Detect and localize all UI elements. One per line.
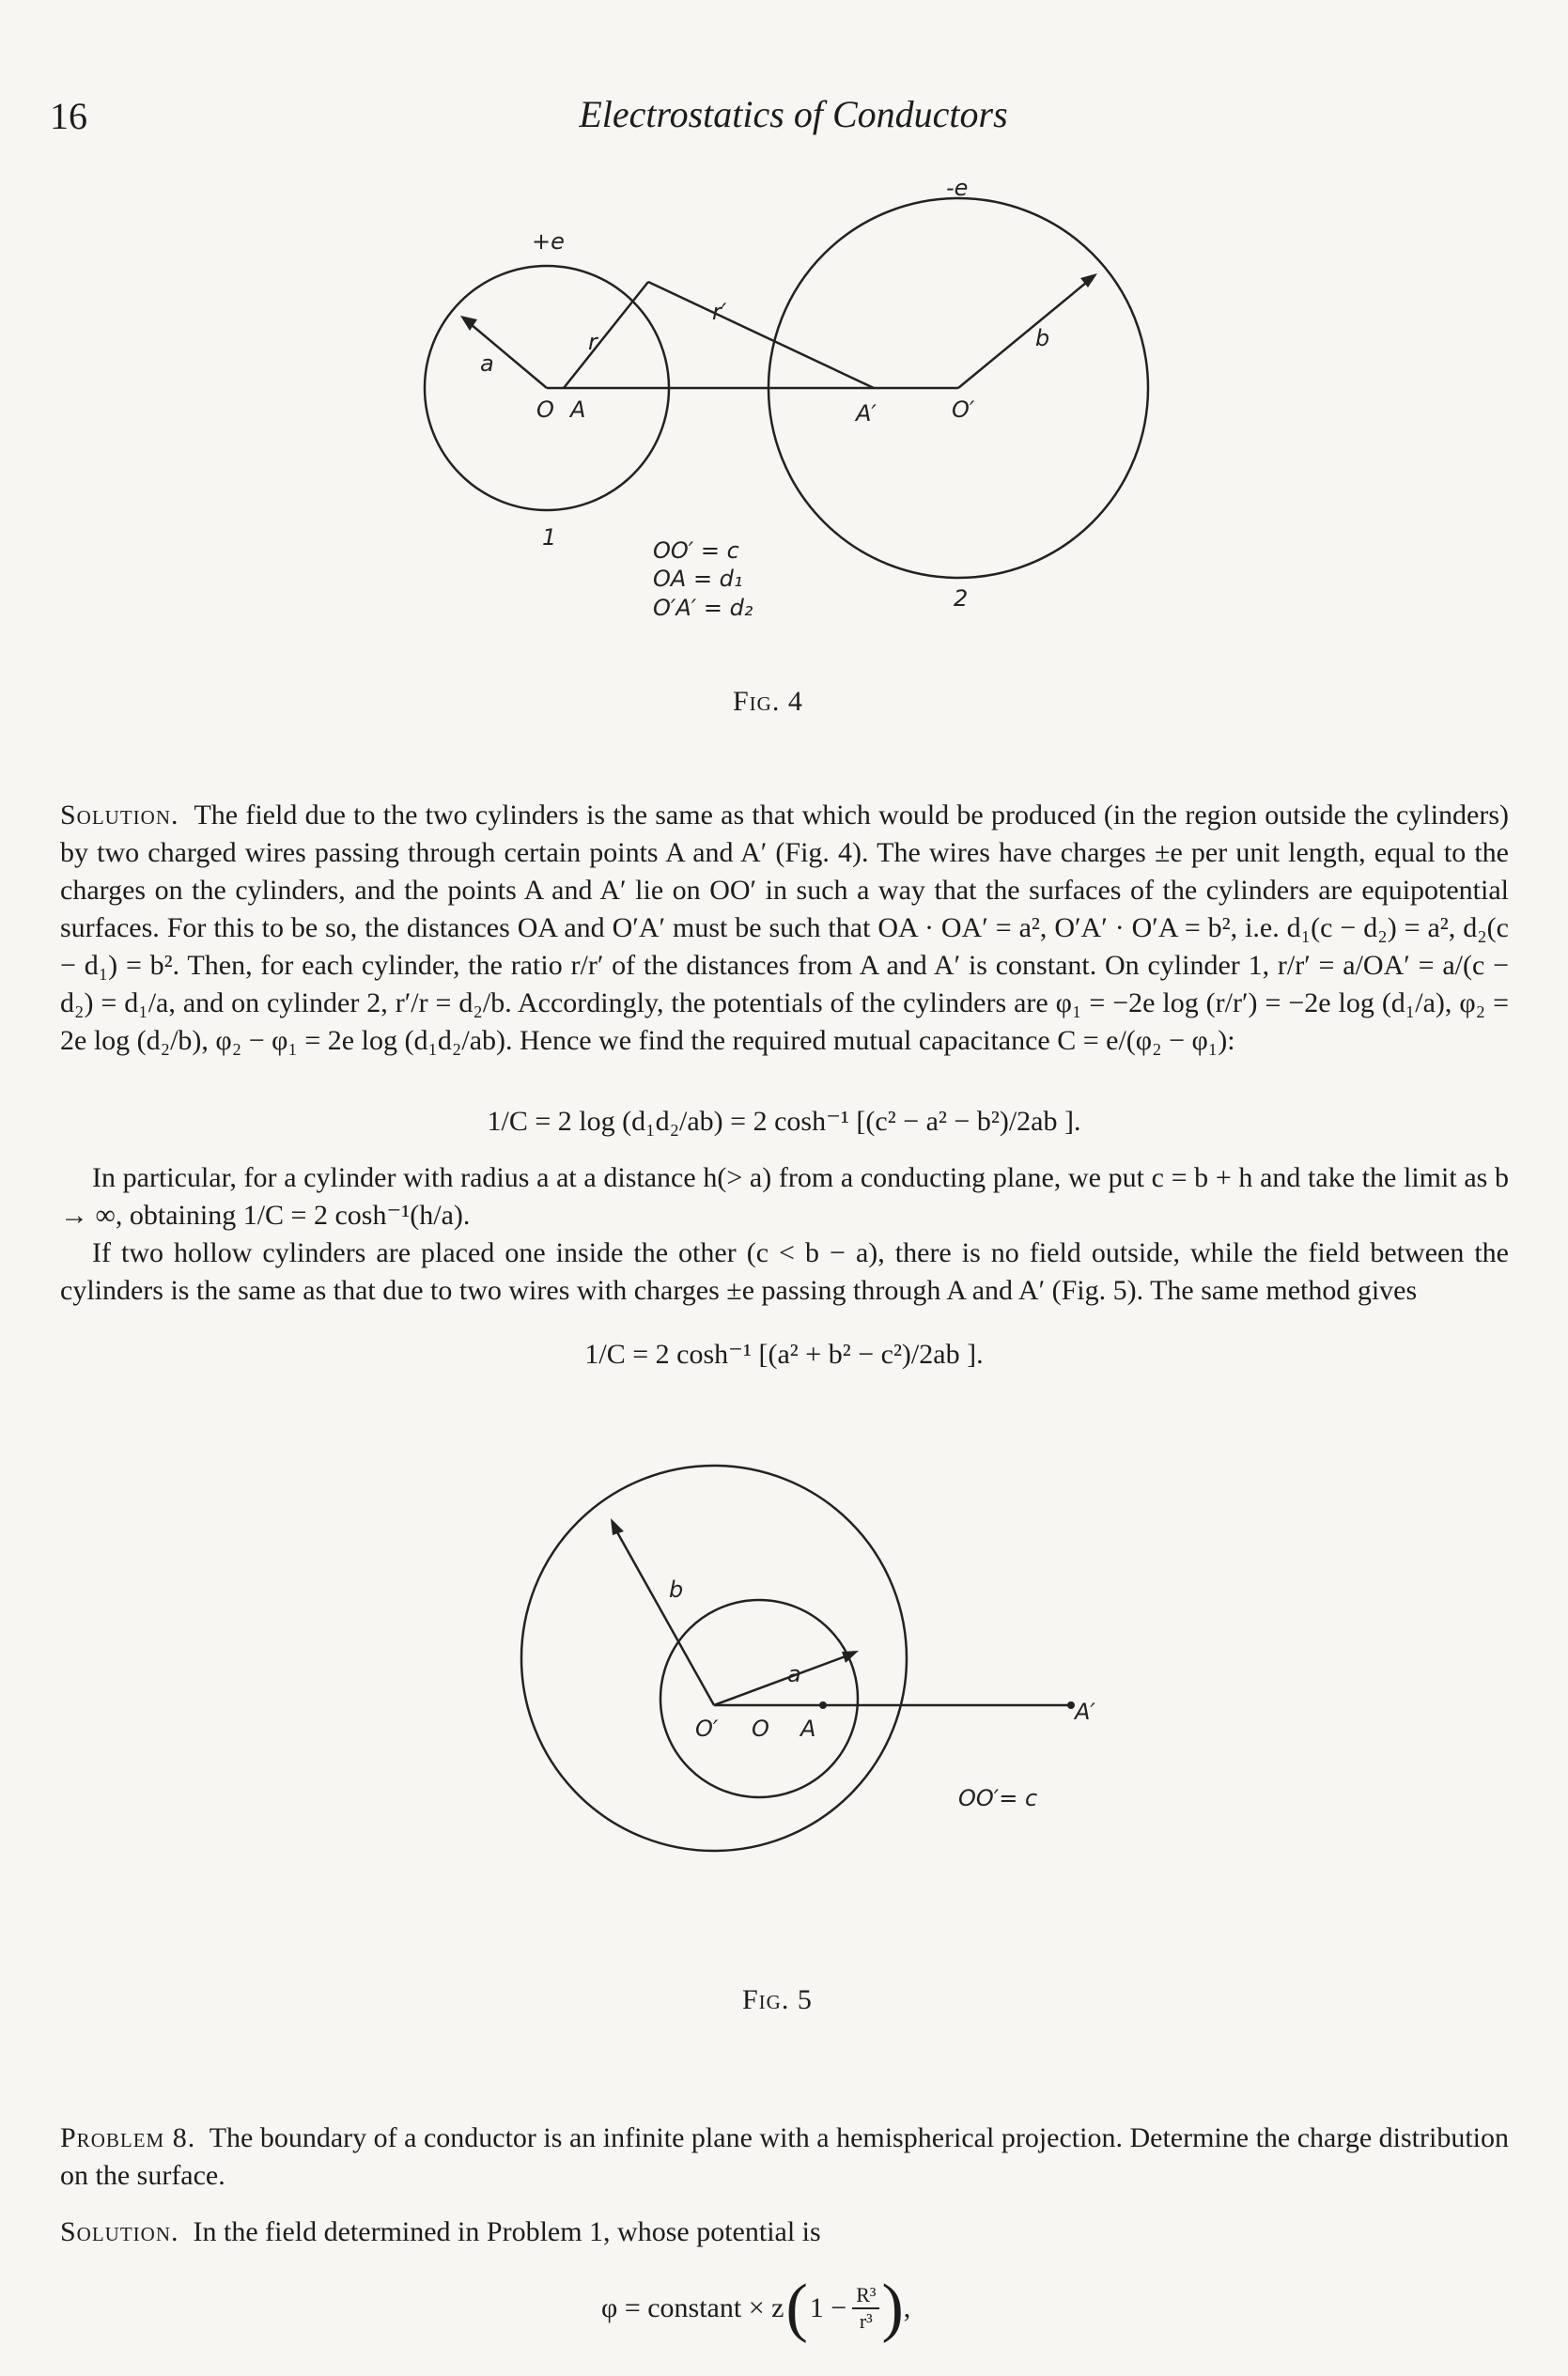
label-b-fig5: b (669, 1576, 684, 1603)
label-minus-e: -e (946, 175, 969, 201)
eq-numerator: R³ (852, 2283, 879, 2309)
label-cylinder-2: 2 (954, 585, 969, 612)
label-O-fig5: O (752, 1716, 769, 1742)
equation-capacitance-2: 1/C = 2 cosh⁻¹ [(a² + b² − c²)/2ab ]. (584, 1339, 984, 1370)
arrowhead-b-fig5 (611, 1518, 624, 1535)
radius-b-line-fig5 (613, 1524, 714, 1705)
label-O-prime: O′ (952, 396, 975, 423)
legend-line-3: O′A′ = d₂ (653, 595, 753, 621)
problem-8-text: The boundary of a conductor is an infinite plane with a hemispherical projection. Determine the charge distribution on the surface. (60, 2122, 1509, 2191)
arrowhead-b (1080, 273, 1097, 287)
label-O-prime-fig5: O′ (695, 1716, 719, 1742)
paragraph-hollow-text: If two hollow cylinders are placed one inside the other (c < b − a), there is no field outside, while the field between the cylinders is the same as that due to two wires with charges ±e passing through A and A′ (Fig. 5). The same method gives (60, 1237, 1509, 1306)
eq-fraction (852, 2283, 879, 2334)
line-r-prime-upper (648, 282, 874, 388)
label-a: a (480, 350, 494, 377)
label-r: r (588, 329, 598, 355)
radius-a-line-fig5 (714, 1654, 853, 1705)
solution-1-text: The field due to the two cylinders is the same as that which would be produced (in the region outside the cylinders) by two charged wires passing through certain points A and A′ (Fig. 4). The wires have charges ±e per unit length, equal to the charges on the cylinders, and the points A and A′ lie on OO′ in such a way that the surfaces of the cylinders are equipotential surfaces. For this to be so, the distances OA and O′A′ must be such that OA · OA′ = a², O′A′ · O′A = b², i.e. d₁(c − d₂) = a², d₂(c − d₁) = b². Then, for each cylinder, the ratio r/r′ of the distances from A and A′ is constant. On cylinder 1, r/r′ = a/OA′ = a/(c − d₂) = d₁/a, and on cylinder 2, r′/r = d₂/b. Accordingly, the potentials of the cylinders are φ₁ = −2e log (r/r′) = −2e log (d₁/a), φ₂ = 2e log (d₂/b), φ₂ − φ₁ = 2e log (d₁d₂/ab). Hence we find the required mutual capacitance C = e/(φ₂ − φ₁): (60, 800, 1509, 1056)
equation-capacitance: 1/C = 2 log (d₁d₂/ab) = 2 cosh⁻¹ [(c² − a² − b²)/2ab ]. (487, 1106, 1081, 1137)
label-r-prime: r′ (712, 299, 727, 325)
label-plus-e: +e (532, 228, 565, 255)
page-number: 16 (50, 95, 87, 137)
problem-8-block (60, 2120, 1509, 2195)
figure-4-caption: Fig. 4 (733, 686, 803, 717)
paragraph-limit (60, 1159, 1509, 1310)
eq-denominator: r³ (859, 2309, 873, 2333)
label-A-prime: A′ (856, 400, 877, 427)
legend-fig5: OO′= c (958, 1785, 1038, 1811)
radius-b-line (958, 278, 1092, 388)
cylinder-2-circle (768, 198, 1148, 578)
eq-left-paren: ( (785, 2272, 808, 2344)
inner-cylinder-circle (660, 1600, 858, 1797)
eq-tail: , (903, 2292, 911, 2323)
cylinder-1-circle (425, 266, 669, 510)
problem-heading: Problem 8. (60, 2122, 196, 2153)
potential-equation (601, 2266, 910, 2351)
label-O: O (536, 396, 554, 423)
solution-2-block (60, 2213, 1509, 2251)
paragraph-limit-text: In particular, for a cylinder with radius a at a distance h(> a) from a conducting plane, we put c = b + h and take the limit as b → ∞, obtaining 1/C = 2 cosh⁻¹(h/a). (60, 1162, 1509, 1231)
radius-a-line (465, 319, 547, 388)
solution-2-text: In the field determined in Problem 1, whose potential is (193, 2216, 821, 2247)
eq-lhs: φ = constant × z (601, 2292, 784, 2323)
label-A-fig5: A (800, 1716, 816, 1742)
eq-one: 1 − (809, 2292, 847, 2323)
legend-line-1: OO′ = c (653, 537, 739, 564)
solution-2-heading: Solution. (60, 2216, 179, 2247)
point-A-prime-dot (1067, 1701, 1075, 1709)
figure-5-caption: Fig. 5 (742, 1984, 813, 2015)
eq-right-paren: ) (881, 2272, 904, 2344)
line-r (564, 282, 648, 388)
arrowhead-a (460, 316, 477, 331)
label-b: b (1035, 325, 1050, 351)
label-A-prime-fig5: A′ (1075, 1699, 1095, 1725)
solution-1-block (60, 797, 1509, 1060)
label-a-fig5: a (787, 1661, 801, 1687)
outer-cylinder-circle (521, 1466, 907, 1851)
label-A: A (570, 396, 586, 423)
point-A-dot (819, 1701, 827, 1709)
solution-heading: Solution. (60, 800, 179, 831)
label-cylinder-1: 1 (542, 524, 557, 551)
arrowhead-a-fig5 (842, 1651, 859, 1663)
running-title: Electrostatics of Conductors (579, 93, 1008, 135)
legend-line-2: OA = d₁ (653, 566, 743, 592)
